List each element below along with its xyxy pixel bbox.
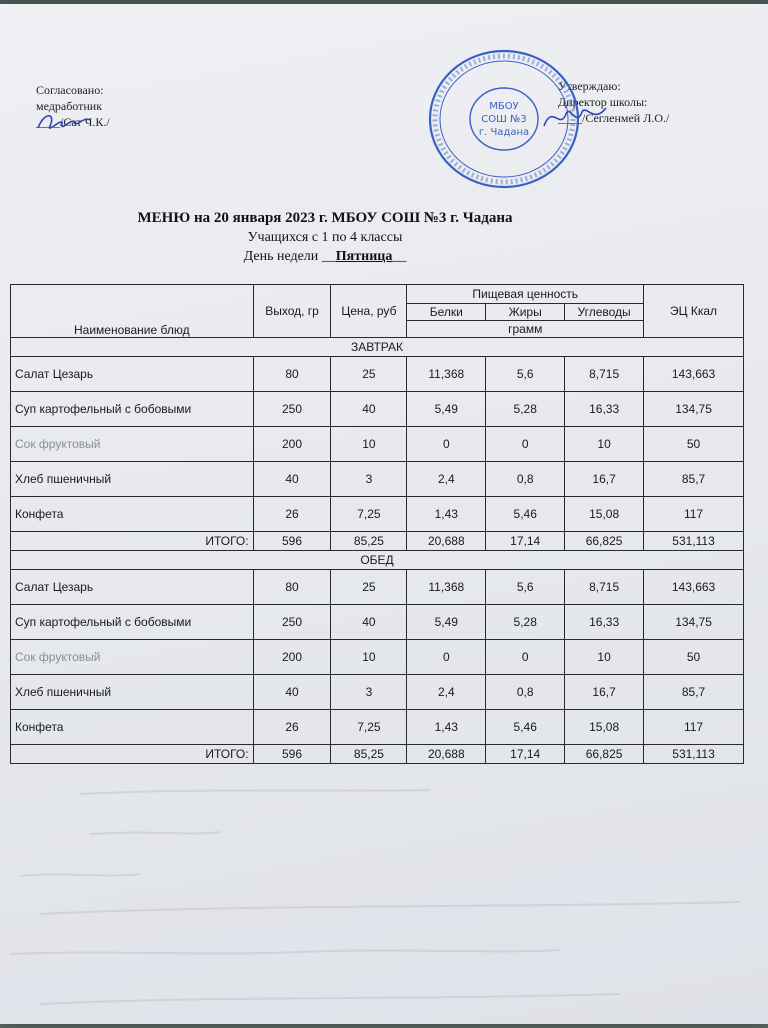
dish-output: 80 [253,570,331,605]
dish-name: Сок фруктовый [11,427,254,462]
approval-right-name: ____/Сегленмей Л.О./ [558,111,670,125]
menu-title-block [90,208,560,266]
header-output: Выход, гр [253,285,331,338]
total-energy: 531,113 [644,532,744,551]
dish-price: 3 [331,462,407,497]
dish-carbs: 16,7 [565,675,644,710]
dish-carbs: 16,33 [565,392,644,427]
dish-name: Конфета [11,710,254,745]
dish-protein: 0 [407,640,486,675]
total-row [11,532,744,551]
dish-protein: 1,43 [407,710,486,745]
dish-output: 40 [253,462,331,497]
dish-protein: 2,4 [407,462,486,497]
header-nutrition: Пищевая ценность [407,285,644,304]
dish-carbs: 8,715 [565,357,644,392]
table-row [11,640,744,675]
signature-right-icon [540,100,610,134]
dish-fat: 5,6 [486,570,565,605]
dish-protein: 11,368 [407,357,486,392]
total-carbs: 66,825 [565,532,644,551]
menu-table [10,284,744,764]
dish-protein: 11,368 [407,570,486,605]
dish-carbs: 16,33 [565,605,644,640]
dish-price: 25 [331,357,407,392]
dish-name: Сок фруктовый [11,640,254,675]
dish-protein: 5,49 [407,392,486,427]
approval-left-position: медработник [36,99,103,113]
dish-energy: 134,75 [644,605,744,640]
dish-energy: 143,663 [644,357,744,392]
dish-carbs: 15,08 [565,710,644,745]
total-protein: 20,688 [407,532,486,551]
dish-name: Суп картофельный с бобовыми [11,392,254,427]
dish-carbs: 8,715 [565,570,644,605]
header-protein: Белки [407,304,486,321]
stamp-text-2: СОШ №3 [481,114,527,125]
dish-energy: 50 [644,427,744,462]
dish-price: 7,25 [331,497,407,532]
dish-name: Салат Цезарь [11,570,254,605]
dish-protein: 5,49 [407,605,486,640]
total-energy: 531,113 [644,745,744,764]
dish-carbs: 15,08 [565,497,644,532]
table-row [11,392,744,427]
table-row [11,357,744,392]
total-label: ИТОГО: [11,532,254,551]
approval-left-heading: Согласовано: [36,83,104,97]
dish-price: 7,25 [331,710,407,745]
dish-price: 10 [331,640,407,675]
dish-protein: 2,4 [407,675,486,710]
total-fat: 17,14 [486,532,565,551]
section-header-row [11,338,744,357]
stamp-text-1: МБОУ [489,101,519,112]
total-fat: 17,14 [486,745,565,764]
dish-fat: 0 [486,427,565,462]
header-units: грамм [407,321,644,338]
total-output: 596 [253,532,331,551]
header-price: Цена, руб [331,285,407,338]
dish-energy: 134,75 [644,392,744,427]
header-energy: ЭЦ Ккал [644,285,744,338]
dish-fat: 0 [486,640,565,675]
dish-energy: 85,7 [644,675,744,710]
dish-name: Хлеб пшеничный [11,675,254,710]
header-dish-name: Наименование блюд [11,285,254,338]
total-carbs: 66,825 [565,745,644,764]
menu-weekday: День недели __Пятница__ [243,249,407,264]
dish-fat: 5,46 [486,497,565,532]
dish-name: Конфета [11,497,254,532]
dish-carbs: 10 [565,427,644,462]
dish-name: Салат Цезарь [11,357,254,392]
total-protein: 20,688 [407,745,486,764]
dish-output: 40 [253,675,331,710]
dish-fat: 5,46 [486,710,565,745]
dish-fat: 0,8 [486,462,565,497]
dish-energy: 143,663 [644,570,744,605]
header-carbs: Углеводы [565,304,644,321]
dish-fat: 5,6 [486,357,565,392]
table-row [11,462,744,497]
section-title: ЗАВТРАК [11,338,744,357]
table-row [11,427,744,462]
dish-energy: 85,7 [644,462,744,497]
bleed-through-texture [0,764,768,1028]
stamp-text-3: г. Чадана [478,127,530,138]
total-row [11,745,744,764]
dish-energy: 117 [644,710,744,745]
section-header-row [11,551,744,570]
table-row [11,675,744,710]
dish-fat: 5,28 [486,392,565,427]
dish-output: 250 [253,605,331,640]
dish-output: 250 [253,392,331,427]
table-row [11,570,744,605]
dish-fat: 0,8 [486,675,565,710]
approval-left-name: ____/Сат Ч.К./ [36,115,110,129]
dish-output: 200 [253,640,331,675]
header-fat: Жиры [486,304,565,321]
weekday-value: Пятница [335,249,393,264]
dish-output: 26 [253,710,331,745]
dish-carbs: 10 [565,640,644,675]
section-title: ОБЕД [11,551,744,570]
dish-energy: 117 [644,497,744,532]
dish-fat: 5,28 [486,605,565,640]
total-price: 85,25 [331,532,407,551]
menu-grades: Учащихся с 1 по 4 классы [247,230,403,245]
dish-price: 25 [331,570,407,605]
dish-carbs: 16,7 [565,462,644,497]
dish-energy: 50 [644,640,744,675]
table-row [11,605,744,640]
dish-name: Хлеб пшеничный [11,462,254,497]
approval-right-position: Директор школы: [558,95,648,109]
dish-output: 26 [253,497,331,532]
dish-price: 3 [331,675,407,710]
dish-protein: 1,43 [407,497,486,532]
menu-title: МЕНЮ на 20 января 2023 г. МБОУ СОШ №3 г. Чадана [137,210,513,226]
dish-price: 10 [331,427,407,462]
total-label: ИТОГО: [11,745,254,764]
signature-left-icon [34,106,94,136]
total-price: 85,25 [331,745,407,764]
menu-document [0,4,768,1024]
dish-protein: 0 [407,427,486,462]
table-row [11,497,744,532]
dish-name: Суп картофельный с бобовыми [11,605,254,640]
dish-output: 80 [253,357,331,392]
dish-output: 200 [253,427,331,462]
dish-price: 40 [331,392,407,427]
dish-price: 40 [331,605,407,640]
total-output: 596 [253,745,331,764]
table-row [11,710,744,745]
approval-right-heading: Утверждаю: [558,79,621,93]
